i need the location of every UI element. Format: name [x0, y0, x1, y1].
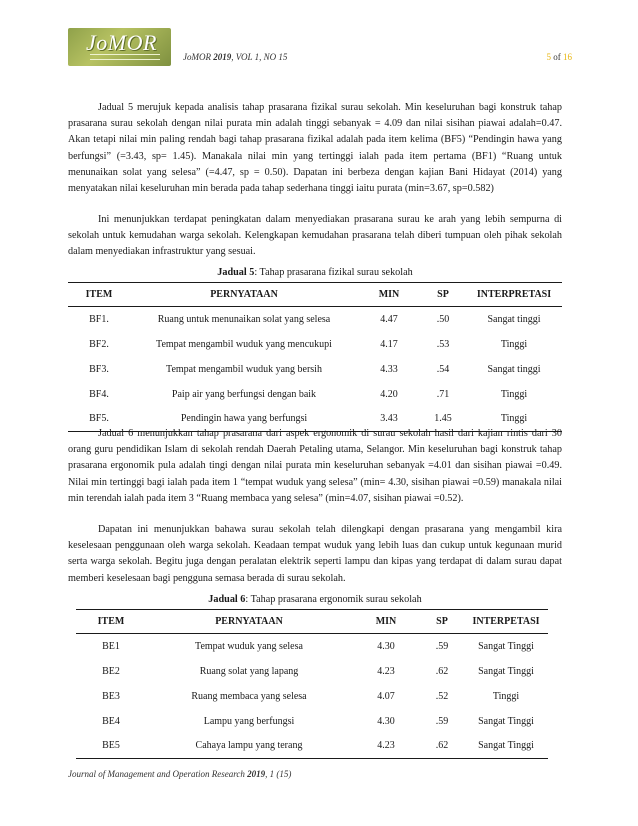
running-head — [183, 52, 287, 62]
page-of: of — [551, 52, 563, 62]
cell-statement: Tempat mengambil wuduk yang bersih — [166, 363, 322, 375]
table-5 — [68, 282, 562, 432]
cell-statement: Tempat wuduk yang selesa — [195, 640, 303, 652]
table-row — [68, 382, 562, 407]
cell-interpretation: Sangat tinggi — [487, 313, 541, 325]
cell-min: 4.30 — [377, 715, 395, 727]
cell-sp: .62 — [435, 740, 449, 752]
cell-item: BE2 — [102, 665, 120, 677]
cell-statement: Ruang untuk menunaikan solat yang selesa — [157, 313, 331, 325]
cell-min: 4.07 — [377, 690, 395, 702]
column-header-sp: SP — [437, 289, 449, 300]
table-row — [76, 634, 548, 659]
paragraph-3 — [68, 426, 562, 507]
table-header-row — [68, 283, 562, 307]
cell-interpretation: Tinggi — [500, 413, 528, 425]
cell-interpretation: Sangat Tinggi — [478, 665, 534, 677]
cell-statement: Ruang solat yang lapang — [199, 665, 299, 677]
column-header-min: MIN — [378, 289, 400, 300]
cell-interpretation: Sangat Tinggi — [478, 740, 534, 752]
cell-item: BF2. — [89, 338, 109, 350]
column-header-sp: SP — [436, 616, 448, 627]
cell-item: BE3 — [102, 690, 120, 702]
cell-statement: Lampu yang berfungsi — [203, 715, 295, 727]
cell-min: 4.30 — [377, 640, 395, 652]
page-header — [68, 22, 572, 80]
footer-journal-name: Journal of Management and Operation Research — [68, 769, 245, 779]
table-row — [76, 734, 548, 759]
cell-item: BF5. — [89, 413, 109, 425]
paragraph-1-text: Jadual 5 merujuk kepada analisis tahap prasarana fizikal surau sekolah. Min keseluruhan bagi konstruk tahap prasarana surau sekolah dengan nilai purata min adalah tinggi sebanyak = 4.09 dan nilai sisihan piawai adalah=0.47. Akan tetapi nilai min paling rendah bagi tahap prasarana fizikal adalah pada item kelima (BF5) “Pendingin hawa yang berfungsi” (=3.43, sp= 1.45). Manakala nilai min yang tertinggi ialah pada item pertama (BF1) “Ruang untuk menunaikan solat yang selesa” (=4.47, sp = 0.50). Dapatan ini berbeza dengan kajian Bani Hidayat (2014) yang menyatakan nilai keseluruhan min berada pada tahap sederhana tinggi iaitu purata (min=3.67, sp=0.582) — [68, 102, 562, 195]
table-5-caption — [68, 267, 562, 278]
column-header-statement: PERNYATAAN — [210, 289, 278, 300]
cell-sp: .71 — [436, 388, 450, 400]
table-6-caption-label: Jadual 6 — [208, 594, 246, 605]
running-head-volume: , VOL 1, NO 15 — [231, 52, 288, 62]
cell-item: BF3. — [89, 363, 109, 375]
column-header-item: ITEM — [85, 289, 113, 300]
footer-year: 2019 — [247, 769, 266, 779]
paragraph-1 — [68, 100, 562, 197]
table-header-row — [76, 610, 548, 634]
cell-sp: 1.45 — [434, 413, 452, 425]
cell-item: BF4. — [89, 388, 109, 400]
running-head-journal: JoMOR — [183, 52, 211, 62]
paragraph-3-text: Jadual 6 menunjukkan tahap prasarana dari aspek ergonomik di surau sekolah hasil dari kajian rintis dari 30 orang guru pendidikan Islam di sekolah rendah Daerah Petaling utama, Selangor. Min keseluruhan bagi konstruk tahap prasarana ergonomik pula adalah tingi dengan nilai purata min keseluruhan sebanyak =4.01 dan sisihan piawai =0.49. Nilai min tertinggi bagi ialah pada item 1 “tempat wuduk yang selesa” (min= 4.30, sisihan piawai =0.59) manakala nilai min terendah ialah pada item 3 “Ruang membaca yang selesa” (min=4.07, sisihan piawai =0.52). — [68, 428, 562, 504]
cell-sp: .52 — [435, 690, 449, 702]
cell-sp: .62 — [435, 665, 449, 677]
cell-interpretation: Sangat Tinggi — [478, 715, 534, 727]
cell-min: 4.23 — [377, 665, 395, 677]
table-6-caption-text: : Tahap prasarana ergonomik surau sekolah — [245, 594, 422, 605]
cell-statement: Tempat mengambil wuduk yang mencukupi — [156, 338, 332, 350]
cell-min: 4.33 — [380, 363, 398, 375]
cell-sp: .54 — [436, 363, 450, 375]
cell-sp: .53 — [436, 338, 450, 350]
paragraph-2-text: Ini menunjukkan terdapat peningkatan dalam menyediakan prasarana surau ke arah yang lebih sempurna di sekolah untuk kemudahan warga sekolah. Kelengkapan kemudahan prasarana telah diberi tumpuan oleh pihak sekolah dalam menyediakan infrastruktur yang sesuai. — [68, 214, 562, 258]
table-row — [68, 357, 562, 382]
cell-sp: .59 — [435, 715, 449, 727]
column-header-item: ITEM — [97, 616, 125, 627]
cell-min: 4.23 — [377, 740, 395, 752]
cell-statement: Paip air yang berfungsi dengan baik — [171, 388, 317, 400]
cell-sp: .50 — [436, 313, 450, 325]
column-header-interpretation: INTERPRETASI — [476, 289, 552, 300]
page-current: 5 — [546, 52, 551, 62]
cell-statement: Ruang membaca yang selesa — [191, 690, 307, 702]
paragraph-4 — [68, 522, 562, 587]
table-row — [76, 684, 548, 709]
cell-min: 4.20 — [380, 388, 398, 400]
table-row — [76, 659, 548, 684]
cell-sp: .59 — [435, 640, 449, 652]
column-header-interpretation: INTERPETASI — [472, 616, 540, 627]
cell-interpretation: Tinggi — [500, 388, 528, 400]
column-header-statement: PERNYATAAN — [215, 616, 283, 627]
table-5-caption-text: : Tahap prasarana fizikal surau sekolah — [254, 267, 413, 278]
table-6-caption — [68, 594, 562, 605]
table-row — [68, 307, 562, 332]
cell-item: BE4 — [102, 715, 120, 727]
cell-min: 3.43 — [380, 413, 398, 425]
cell-min: 4.17 — [380, 338, 398, 350]
table-row — [76, 709, 548, 734]
cell-statement: Cahaya lampu yang terang — [195, 740, 303, 752]
column-header-min: MIN — [375, 616, 397, 627]
cell-min: 4.47 — [380, 313, 398, 325]
cell-interpretation: Sangat tinggi — [487, 363, 541, 375]
table-5-caption-label: Jadual 5 — [217, 267, 255, 278]
cell-item: BF1. — [89, 313, 109, 325]
journal-logo — [68, 28, 171, 66]
table-6 — [76, 609, 548, 759]
footer-issue: , 1 (15) — [265, 769, 292, 779]
page-number — [547, 52, 573, 62]
logo-text: JoMOR — [86, 30, 157, 55]
paragraph-2 — [68, 212, 562, 261]
running-head-year: 2019 — [213, 52, 232, 62]
paragraph-4-text: Dapatan ini menunjukkan bahawa surau sekolah telah dilengkapi dengan prasarana yang mengambil kira keselesaan penggunaan oleh warga sekolah. Keadaan tempat wuduk yang lebih luas dan cukup untuk kegunaan murid serta warga sekolah. Begitu juga dengan peralatan elektrik seperti lampu dan kipas yang terdapat di dalam surau dapat memberi keselesaan bagi pengguna semasa berada di surau sekolah. — [68, 524, 562, 584]
page-footer — [68, 769, 291, 779]
table-row — [68, 332, 562, 357]
cell-item: BE5 — [102, 740, 120, 752]
cell-statement: Pendingin hawa yang berfungsi — [180, 413, 308, 425]
logo-decoration — [90, 54, 160, 60]
page-total: 16 — [563, 52, 572, 62]
cell-interpretation: Sangat Tinggi — [478, 640, 534, 652]
cell-interpretation: Tinggi — [492, 690, 520, 702]
cell-interpretation: Tinggi — [500, 338, 528, 350]
cell-item: BE1 — [102, 640, 120, 652]
